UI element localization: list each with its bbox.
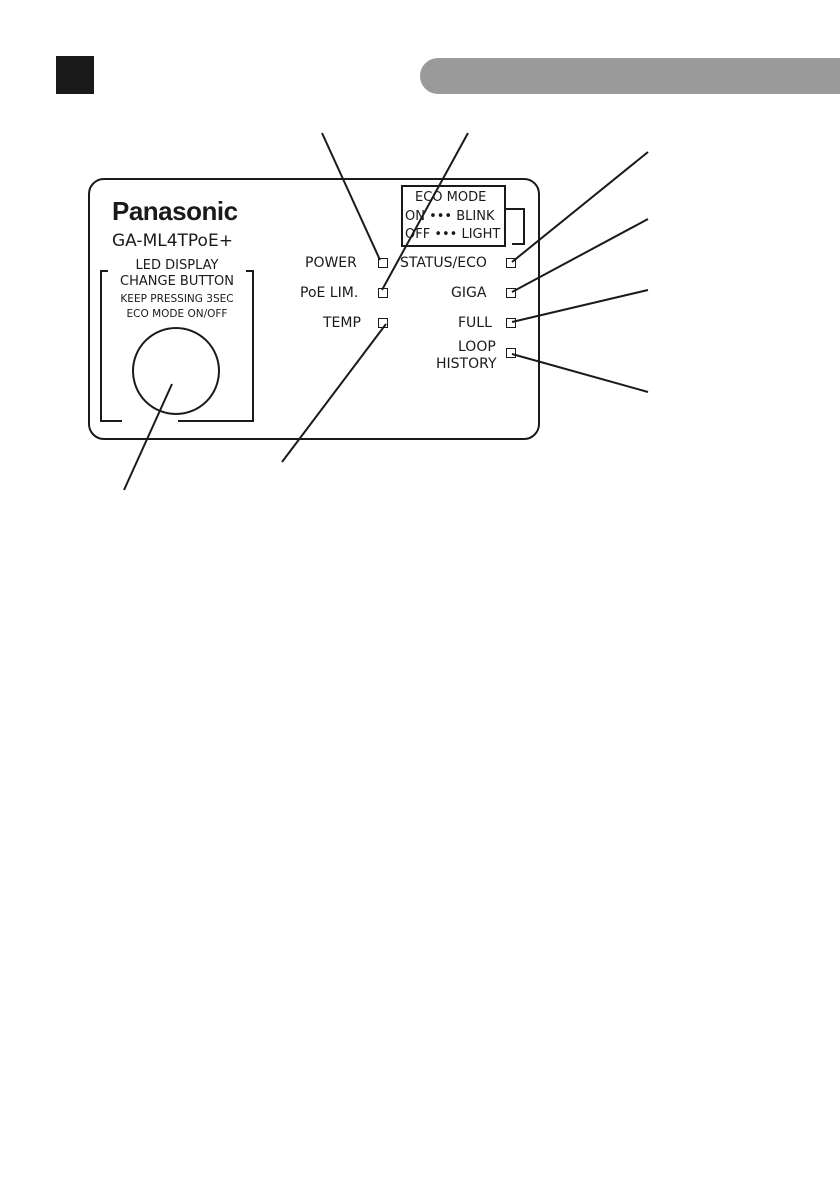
leader-giga bbox=[512, 219, 648, 292]
eco-legend-connector bbox=[506, 209, 524, 244]
eco-mode-on: ON ••• BLINK bbox=[405, 209, 495, 224]
button-note-line2: ECO MODE ON/OFF bbox=[126, 308, 228, 320]
eco-mode-off: OFF ••• LIGHT bbox=[405, 227, 501, 242]
leader-temp bbox=[282, 324, 386, 462]
button-title-line2: CHANGE BUTTON bbox=[120, 274, 234, 289]
leader-button bbox=[124, 384, 172, 490]
button-note-line1: KEEP PRESSING 3SEC bbox=[120, 293, 234, 305]
led-label-status-eco: STATUS/ECO bbox=[400, 255, 487, 271]
led-label-poe-lim: PoE LIM. bbox=[300, 285, 359, 301]
led-label-temp: TEMP bbox=[323, 315, 361, 331]
brand-logo: Panasonic bbox=[112, 196, 238, 226]
leader-status-eco bbox=[512, 152, 648, 262]
leader-poe-lim bbox=[382, 133, 468, 290]
led-label-full: FULL bbox=[458, 315, 492, 331]
led-label-loop: LOOP bbox=[458, 339, 496, 355]
model-name: GA-ML4TPoE+ bbox=[112, 231, 233, 251]
led-label-history: HISTORY bbox=[436, 356, 497, 372]
button-title-line1: LED DISPLAY bbox=[108, 259, 246, 272]
led-label-power: POWER bbox=[305, 255, 357, 271]
leader-full bbox=[512, 290, 648, 322]
leader-power bbox=[322, 133, 380, 260]
eco-mode-title: ECO MODE bbox=[415, 190, 487, 205]
led-label-giga: GIGA bbox=[451, 285, 487, 301]
leader-loop-history bbox=[512, 354, 648, 392]
